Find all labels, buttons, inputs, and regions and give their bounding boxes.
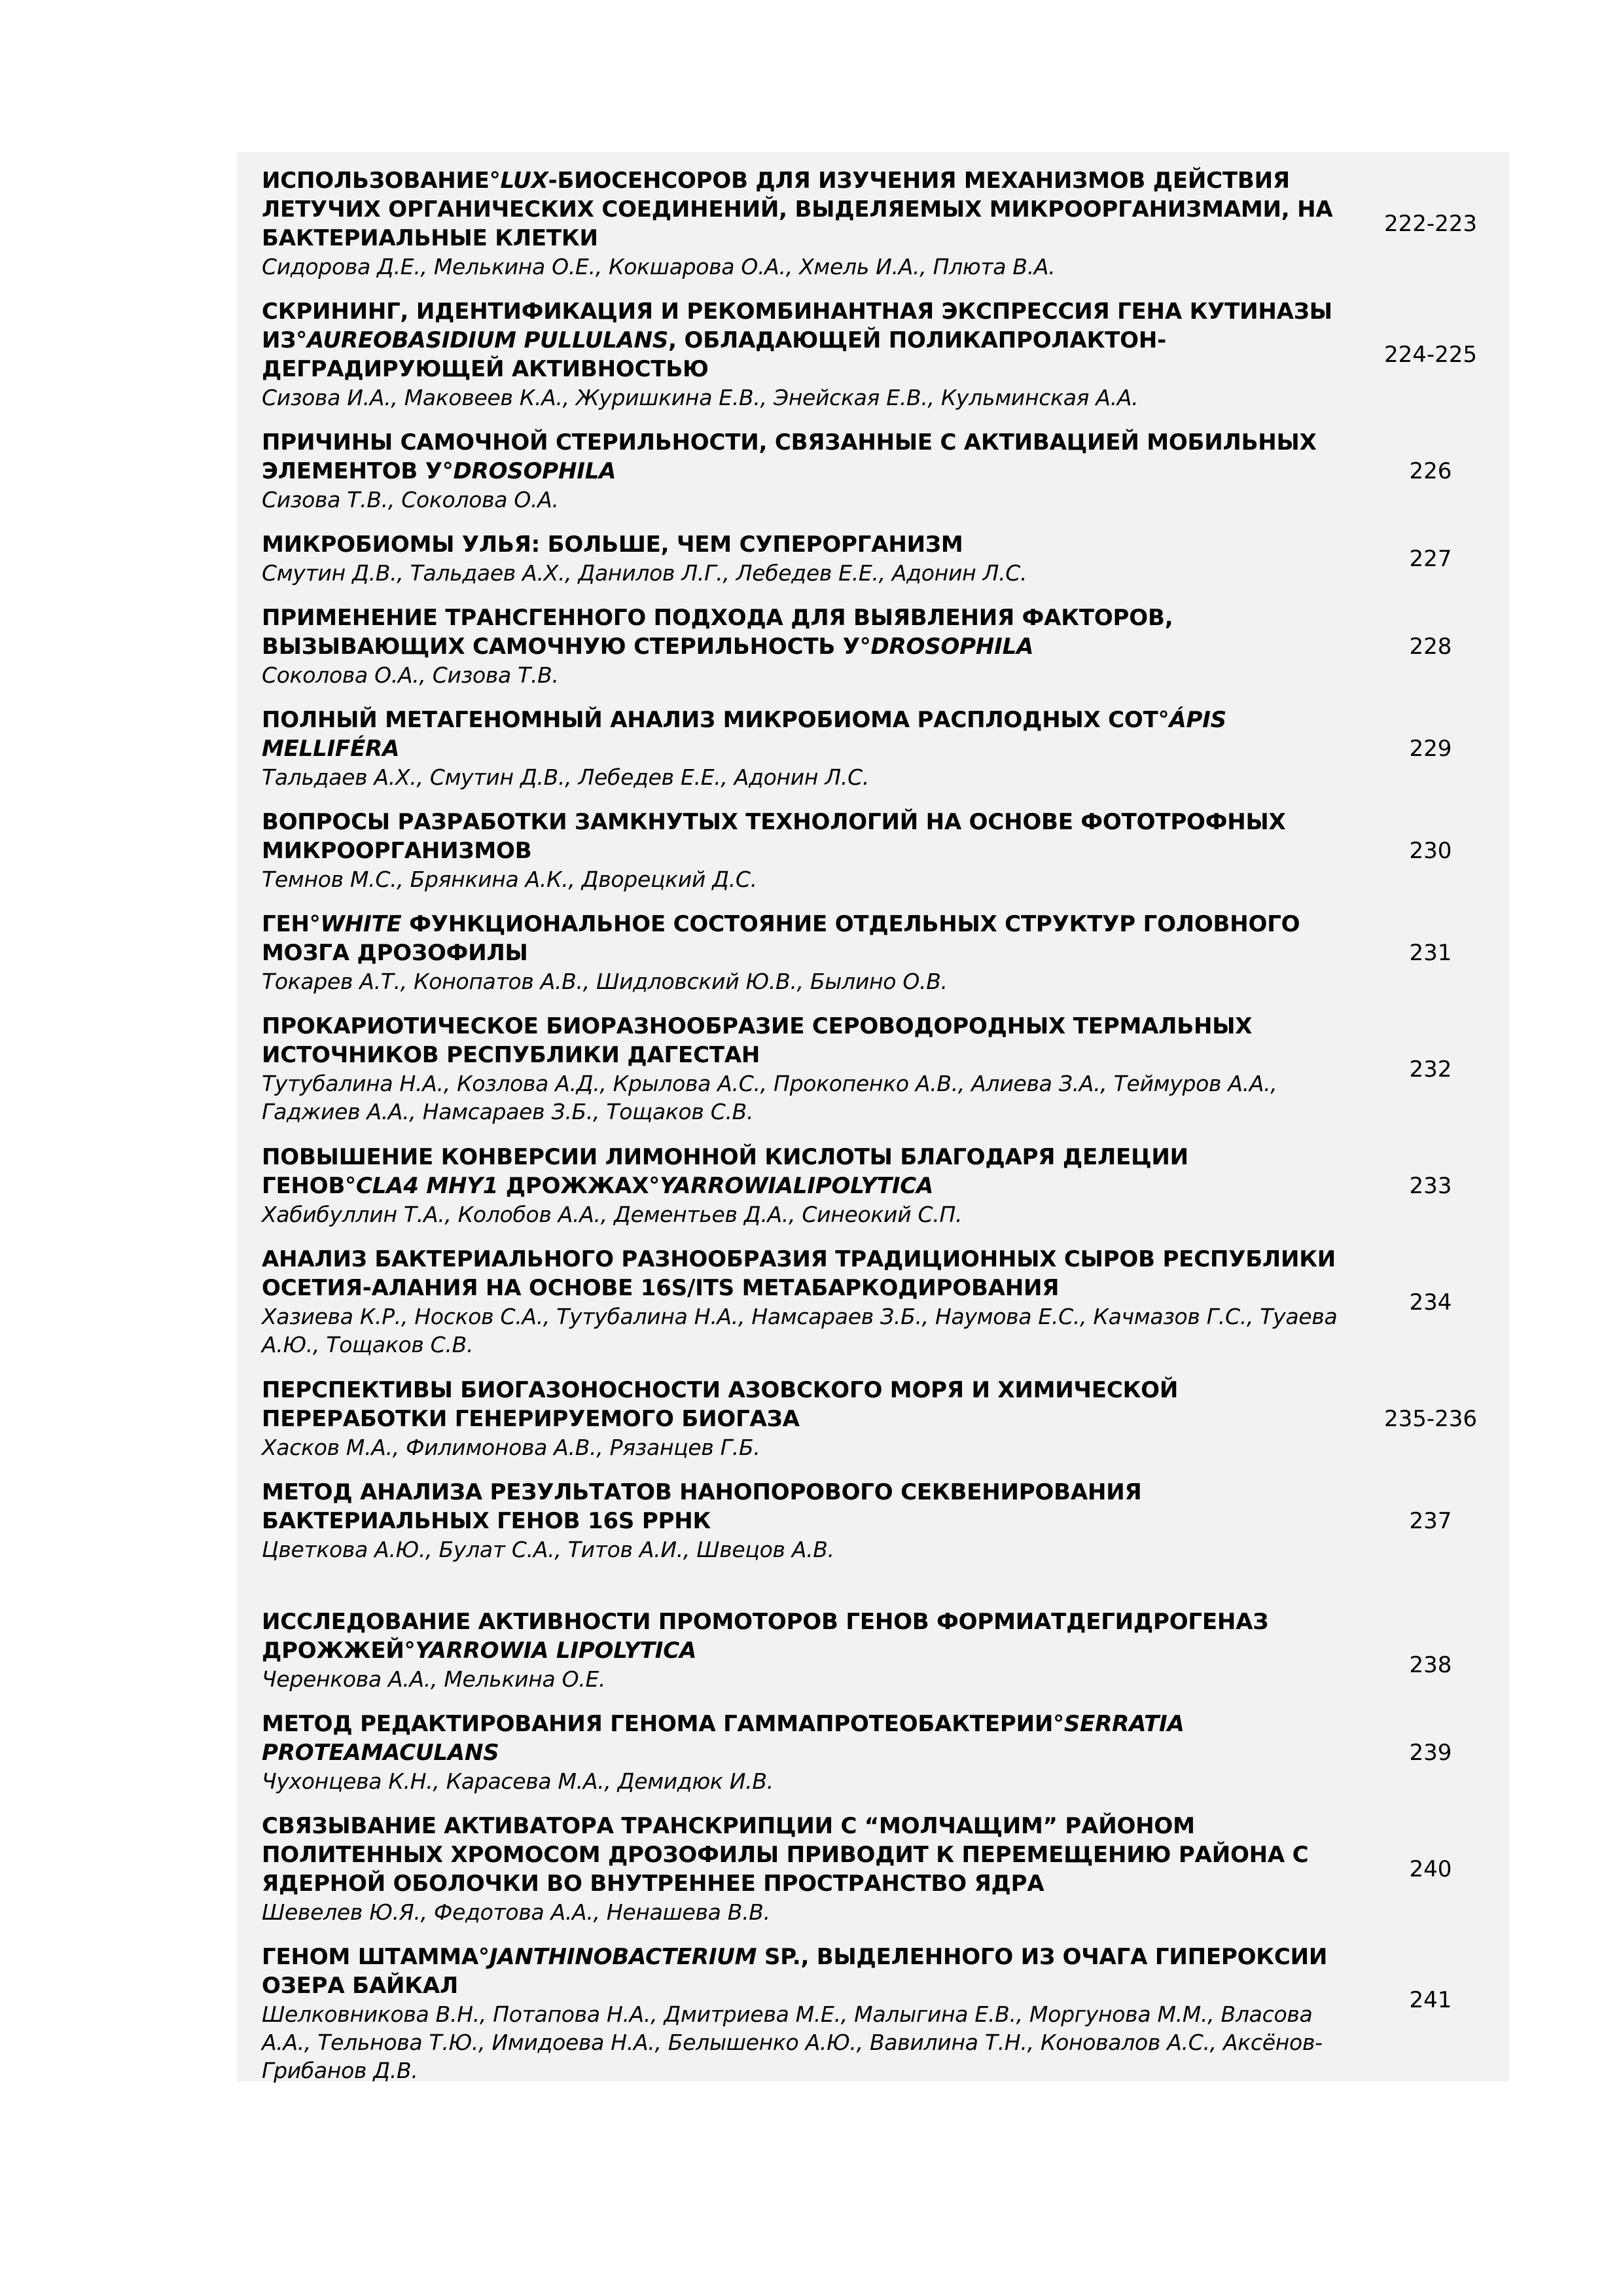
entry-authors: Тальдаев А.Х., Смутин Д.В., Лебедев Е.Е., Адонин Л.С. — [262, 764, 870, 790]
entry-title: ИСПОЛЬЗОВАНИЕ°LUX-БИОСЕНСОРОВ ДЛЯ ИЗУЧЕНИЯ МЕХАНИЗМОВ ДЕЙСТВИЯ ЛЕТУЧИХ ОРГАНИЧЕСКИХ СОЕДИНЕНИЙ, ВЫДЕЛЯЕМЫХ МИКРООРГАНИЗМАМИ, НА БАКТЕРИАЛЬНЫЕ КЛЕТКИ — [262, 168, 1333, 251]
toc-entry — [262, 1012, 1509, 1126]
species-name: DROSOPHILA — [453, 458, 616, 484]
entry-authors: Хасков М.А., Филимонова А.В., Рязанцев Г.Б. — [262, 1435, 760, 1460]
entry-text — [262, 1812, 1348, 1926]
entry-page-number: 240 — [1409, 1856, 1452, 1882]
entry-page-number: 238 — [1409, 1652, 1452, 1678]
entry-page-number: 232 — [1409, 1056, 1452, 1083]
entry-authors: Смутин Д.В., Тальдаев А.Х., Данилов Л.Г., Лебедев Е.Е., Адонин Л.С. — [262, 560, 1027, 586]
entry-authors: Токарев А.Т., Конопатов А.В., Шидловский Ю.В., Былино О.В. — [262, 969, 948, 994]
entry-text — [262, 1710, 1348, 1795]
entry-title: ПРИЧИНЫ САМОЧНОЙ СТЕРИЛЬНОСТИ, СВЯЗАННЫЕ С АКТИВАЦИЕЙ МОБИЛЬНЫХ ЭЛЕМЕНТОВ У°DROSOPHILA — [262, 429, 1317, 484]
toc-entry — [262, 166, 1509, 281]
entry-page-number: 234 — [1409, 1289, 1452, 1316]
entry-title: ГЕНОМ ШТАММА°JANTHINOBACTERIUM SP., ВЫДЕЛЕННОГО ИЗ ОЧАГА ГИПЕРОКСИИ ОЗЕРА БАЙКАЛ — [262, 1944, 1328, 1999]
toc-entry — [262, 1943, 1509, 2085]
entry-text — [262, 297, 1348, 412]
entry-authors: Сизова И.А., Маковеев К.А., Журишкина Е.В., Энейская Е.В., Кульминская А.А. — [262, 385, 1139, 410]
entry-title: МЕТОД АНАЛИЗА РЕЗУЛЬТАТОВ НАНОПОРОВОГО СЕКВЕНИРОВАНИЯ БАКТЕРИАЛЬНЫХ ГЕНОВ 16S РРНК — [262, 1479, 1142, 1534]
species-name: JANTHINOBACTERIUM — [489, 1944, 757, 1970]
species-name: ÁPIS MELLIFÉRA — [262, 707, 1226, 762]
entry-title: ПРОКАРИОТИЧЕСКОЕ БИОРАЗНООБРАЗИЕ СЕРОВОДОРОДНЫХ ТЕРМАЛЬНЫХ ИСТОЧНИКОВ РЕСПУБЛИКИ ДАГЕСТАН — [262, 1013, 1253, 1068]
entry-authors: Сизова Т.В., Соколова О.А. — [262, 487, 559, 512]
toc-entry — [262, 1478, 1509, 1564]
entry-authors: Чухонцева К.Н., Карасева М.А., Демидюк И.В. — [262, 1768, 774, 1794]
entry-page-number: 239 — [1409, 1740, 1452, 1766]
toc-entry — [262, 1245, 1509, 1359]
entry-text — [262, 1245, 1348, 1359]
entry-page-number: 230 — [1409, 838, 1452, 864]
entry-text — [262, 1376, 1348, 1462]
entry-title: ПЕРСПЕКТИВЫ БИОГАЗОНОСНОСТИ АЗОВСКОГО МОРЯ И ХИМИЧЕСКОЙ ПЕРЕРАБОТКИ ГЕНЕРИРУЕМОГО БИОГАЗА — [262, 1377, 1179, 1432]
entry-page-number: 226 — [1409, 458, 1452, 484]
entry-authors: Тутубалина Н.А., Козлова А.Д., Крылова А.С., Прокопенко А.В., Алиева З.А., Теймуров А.А., Гаджиев А.А., Намсараев З.Б., Тощаков С.В. — [262, 1071, 1277, 1124]
entry-page-number: 233 — [1409, 1173, 1452, 1199]
entry-page-number: 224-225 — [1383, 342, 1478, 368]
species-name: SERRATIA PROTEAMACULANS — [262, 1711, 1185, 1766]
entry-authors: Соколова О.А., Сизова Т.В. — [262, 662, 559, 688]
entry-page-number: 228 — [1409, 634, 1452, 660]
gene-name: CLA4 MHY1 — [355, 1173, 499, 1199]
entry-text — [262, 910, 1348, 996]
species-name: DROSOPHILA — [870, 634, 1034, 660]
entry-title: ВОПРОСЫ РАЗРАБОТКИ ЗАМКНУТЫХ ТЕХНОЛОГИЙ НА ОСНОВЕ ФОТОТРОФНЫХ МИКРООРГАНИЗМОВ — [262, 809, 1286, 864]
toc-entry — [262, 1607, 1509, 1693]
entry-text — [262, 428, 1348, 514]
entry-title: СКРИНИНГ, ИДЕНТИФИКАЦИЯ И РЕКОМБИНАНТНАЯ ЭКСПРЕССИЯ ГЕНА КУТИНАЗЫ ИЗ°AUREOBASIDIUM PULLULANS, ОБЛАДАЮЩЕЙ ПОЛИКАПРОЛАКТОН-ДЕГРАДИРУЮЩЕЙ АКТИВНОСТЬЮ — [262, 298, 1332, 382]
entry-title: СВЯЗЫВАНИЕ АКТИВАТОРА ТРАНСКРИПЦИИ С “МОЛЧАЩИМ” РАЙОНОМ ПОЛИТЕННЫХ ХРОМОСОМ ДРОЗОФИЛЫ ПРИВОДИТ К ПЕРЕМЕЩЕНИЮ РАЙОНА С ЯДЕРНОЙ ОБОЛОЧКИ ВО ВНУТРЕННЕЕ ПРОСТРАНСТВО ЯДРА — [262, 1813, 1309, 1897]
toc-entry — [262, 1812, 1509, 1926]
entry-authors: Хабибуллин Т.А., Колобов А.А., Дементьев Д.А., Синеокий С.П. — [262, 1202, 963, 1227]
entry-page-number: 227 — [1409, 546, 1452, 572]
toc-entry — [262, 1376, 1509, 1462]
toc-entry — [262, 1710, 1509, 1795]
toc-entry — [262, 603, 1509, 689]
toc-entry — [262, 808, 1509, 893]
entry-authors: Шевелев Ю.Я., Федотова А.А., Ненашева В.В. — [262, 1899, 770, 1925]
entry-page-number: 235-236 — [1383, 1406, 1478, 1432]
toc-entry — [262, 910, 1509, 996]
toc-entry — [262, 297, 1509, 412]
entry-page-number: 231 — [1409, 940, 1452, 966]
entry-text — [262, 1607, 1348, 1693]
entry-title: МЕТОД РЕДАКТИРОВАНИЯ ГЕНОМА ГАММАПРОТЕОБАКТЕРИИ°SERRATIA PROTEAMACULANS — [262, 1711, 1185, 1766]
gene-name: WHITE — [320, 911, 402, 937]
entry-title: АНАЛИЗ БАКТЕРИАЛЬНОГО РАЗНООБРАЗИЯ ТРАДИЦИОННЫХ СЫРОВ РЕСПУБЛИКИ ОСЕТИЯ-АЛАНИЯ НА ОСНОВЕ 16S/ITS МЕТАБАРКОДИРОВАНИЯ — [262, 1246, 1336, 1301]
table-of-contents — [237, 152, 1509, 2081]
species-name: YARROWIA LIPOLYTICA — [415, 1638, 697, 1664]
toc-entry — [262, 706, 1509, 791]
entry-title: ИССЛЕДОВАНИЕ АКТИВНОСТИ ПРОМОТОРОВ ГЕНОВ ФОРМИАТДЕГИДРОГЕНАЗ ДРОЖЖЕЙ°YARROWIA LIPOLYTICA — [262, 1609, 1269, 1664]
entry-page-number: 237 — [1409, 1508, 1452, 1534]
entry-authors: Сидорова Д.Е., Мелькина О.Е., Кокшарова О.А., Хмель И.А., Плюта В.А. — [262, 254, 1056, 279]
entry-title: ПОЛНЫЙ МЕТАГЕНОМНЫЙ АНАЛИЗ МИКРОБИОМА РАСПЛОДНЫХ СОТ°ÁPIS MELLIFÉRA — [262, 707, 1226, 762]
entry-text — [262, 1143, 1348, 1229]
entry-title: ГЕН°WHITE ФУНКЦИОНАЛЬНОЕ СОСТОЯНИЕ ОТДЕЛЬНЫХ СТРУКТУР ГОЛОВНОГО МОЗГА ДРОЗОФИЛЫ — [262, 911, 1300, 966]
entry-text — [262, 1478, 1348, 1564]
entry-title: МИКРОБИОМЫ УЛЬЯ: БОЛЬШЕ, ЧЕМ СУПЕРОРГАНИЗМ — [262, 531, 963, 558]
entry-page-number: 241 — [1409, 1987, 1452, 2013]
entry-text — [262, 530, 1348, 587]
species-name: YARROWIALIPOLYTICA — [660, 1173, 934, 1199]
entry-text — [262, 166, 1348, 281]
entry-text — [262, 706, 1348, 791]
entry-authors: Цветкова А.Ю., Булат С.А., Титов А.И., Швецов А.В. — [262, 1537, 834, 1562]
toc-entry — [262, 1143, 1509, 1229]
species-name: LUX — [500, 168, 548, 194]
entry-text — [262, 603, 1348, 689]
species-name: AUREOBASIDIUM PULLULANS — [307, 327, 669, 353]
entry-authors: Темнов М.С., Брянкина А.К., Дворецкий Д.С. — [262, 867, 757, 892]
entry-title: ПРИМЕНЕНИЕ ТРАНСГЕННОГО ПОДХОДА ДЛЯ ВЫЯВЛЕНИЯ ФАКТОРОВ, ВЫЗЫВАЮЩИХ САМОЧНУЮ СТЕРИЛЬНОСТЬ У°DROSOPHILA — [262, 605, 1173, 660]
entry-page-number: 222-223 — [1383, 211, 1478, 237]
entry-page-number: 229 — [1409, 736, 1452, 762]
entry-authors: Хазиева К.Р., Носков С.А., Тутубалина Н.А., Намсараев З.Б., Наумова Е.С., Качмазов Г.С., Туаева А.Ю., Тощаков С.В. — [262, 1304, 1338, 1357]
entry-authors: Шелковникова В.Н., Потапова Н.А., Дмитриева М.Е., Малыгина Е.В., Моргунова М.М., Власова А.А., Тельнова Т.Ю., Имидоева Н.А., Белышенко А.Ю., Вавилина Т.Н., Коновалов А.С., Аксёнов-Грибанов Д.В. — [262, 2001, 1323, 2083]
toc-entry — [262, 428, 1509, 514]
entry-text — [262, 808, 1348, 893]
toc-entry — [262, 530, 1509, 587]
entry-text — [262, 1943, 1348, 2085]
entry-title: ПОВЫШЕНИЕ КОНВЕРСИИ ЛИМОННОЙ КИСЛОТЫ БЛАГОДАРЯ ДЕЛЕЦИИ ГЕНОВ°CLA4 MHY1 ДРОЖЖАХ°YARROWIALIPOLYTICA — [262, 1144, 1188, 1199]
entry-text — [262, 1012, 1348, 1126]
entry-authors: Черенкова А.А., Мелькина О.Е. — [262, 1666, 606, 1692]
